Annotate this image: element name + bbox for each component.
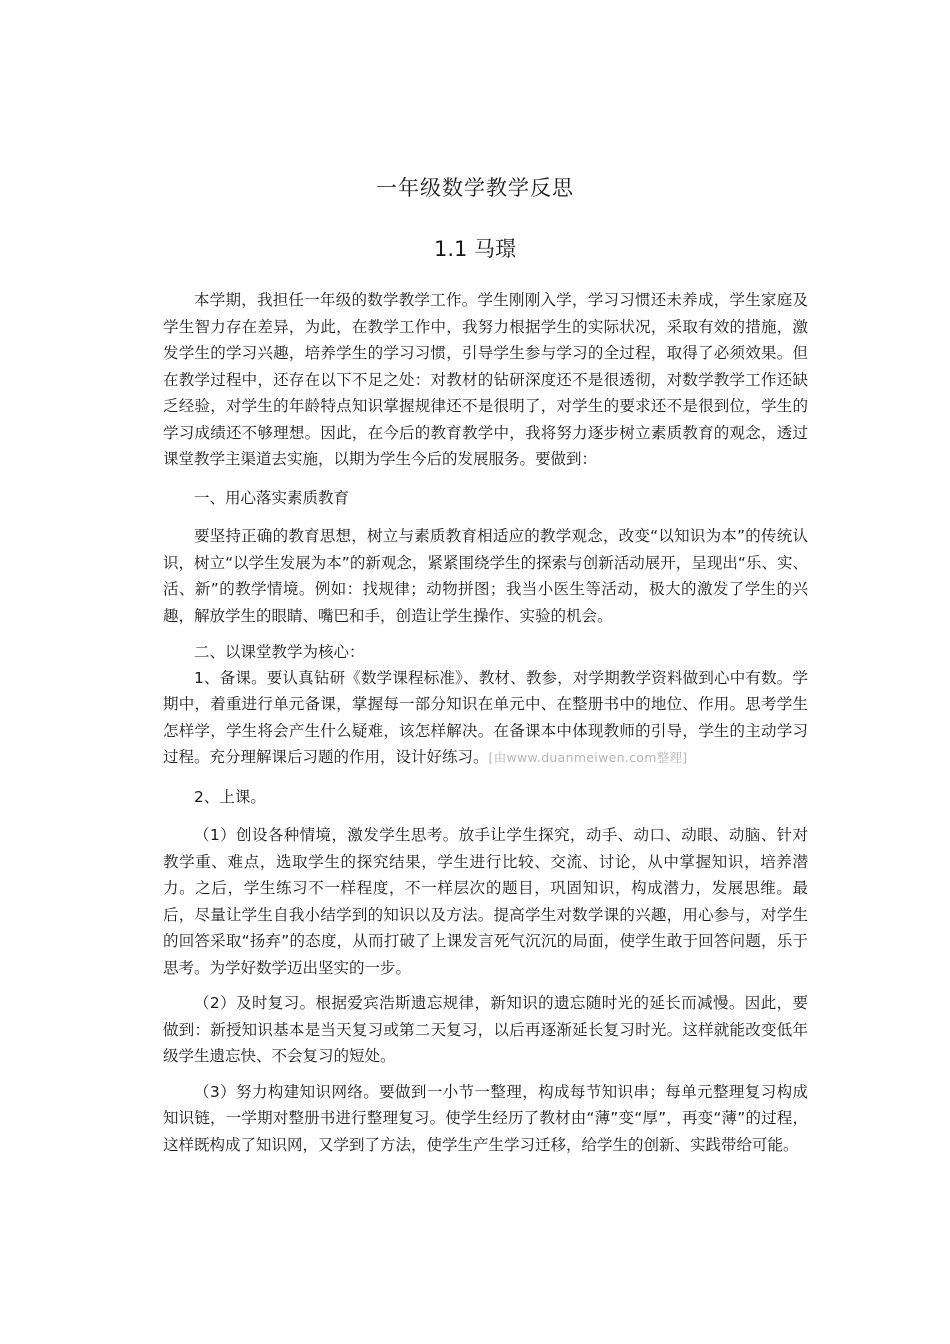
document-title: 一年级数学教学反思 (376, 176, 574, 200)
document-author: 1.1 马璟 (433, 237, 517, 261)
section-heading-2: 二、以课堂教学为核心： (194, 643, 365, 661)
source-watermark: [由www.duanmeiwen.com整理] (488, 750, 688, 765)
class-item-3: （3）努力构建知识网络。要做到一小节一整理，构成每节知识串；每单元整理复习构成知识链，一学期对整册书进行整理复习。使学生经历了教材由“薄”变“厚”，再变“薄”的过程，这样既构成了知识网，又学到了方法，使学生产生学习迁移，给学生的创新、实践带给可能。 (163, 1082, 808, 1154)
class-item-1: （1）创设各种情境，激发学生思考。放手让学生探究，动手、动口、动眼、动脑、针对教学重、难点，选取学生的探究结果，学生进行比较、交流、讨论，从中掌握知识，培养潜力。之后，学生练习不一样程度，不一样层次的题目，巩固知识，构成潜力，发展思维。最后，尽量让学生自我小结学到的知识以及方法。提高学生对数学课的兴趣，用心参与，对学生的回答采取“扬弃”的态度，从而打破了上课发言死气沉沉的局面，使学生敢于回答问题，乐于思考。为学好数学迈出坚实的一步。 (163, 826, 808, 977)
intro-paragraph: 本学期，我担任一年级的数学教学工作。学生刚刚入学，学习习惯还未养成，学生家庭及学生智力存在差异，为此，在教学工作中，我努力根据学生的实际状况，采取有效的措施，激发学生的学习兴趣，培养学生的学习习惯，引导学生参与学习的全过程，取得了必须效果。但在教学过程中，还存在以下不足之处：对教材的钻研深度还不是很透彻，对数学教学工作还缺乏经验，对学生的年龄特点知识掌握规律还不是很明了，对学生的要求还不是很到位，学生的学习成绩还不够理想。因此，在今后的教育教学中，我将努力逐步树立素质教育的观念，透过课堂教学主渠道去实施，以期为学生今后的发展服务。要做到： (163, 291, 808, 468)
document-body (163, 287, 808, 1158)
section-heading-1: 一、用心落实素质教育 (194, 488, 350, 507)
class-heading: 2、上课。 (194, 787, 266, 806)
lesson-prep-paragraph (163, 665, 808, 772)
class-item-2: （2）及时复习。根据爱宾浩斯遗忘规律，新知识的遗忘随时光的延长而减慢。因此，要做到：新授知识基本是当天复习或第二天复习，以后再逐渐延长复习时光。这样就能改变低年级学生遗忘快、不会复习的短处。 (163, 994, 808, 1065)
section-1-paragraph: 要坚持正确的教育思想，树立与素质教育相适应的教学观念，改变“以知识为本”的传统认识，树立“以学生发展为本”的新观念，紧紧围绕学生的探索与创新活动展开，呈现出“乐、实、活、新”的教学情境。例如：找规律；动物拼图；我当小医生等活动，极大的激发了学生的兴趣，解放学生的眼睛、嘴巴和手，创造让学生操作、实验的机会。 (163, 527, 808, 625)
lesson-prep-text: 1、备课。要认真钻研《数学课程标准》、教材、教参，对学期教学资料做到心中有数。学期中，着重进行单元备课，掌握每一部分知识在单元中、在整册书中的地位、作用。思考学生怎样学，学生将会产生什么疑难，该怎样解决。在备课本中体现教师的引导，学生的主动学习过程。充分理解课后习题的作用，设计好练习。 (163, 668, 808, 766)
